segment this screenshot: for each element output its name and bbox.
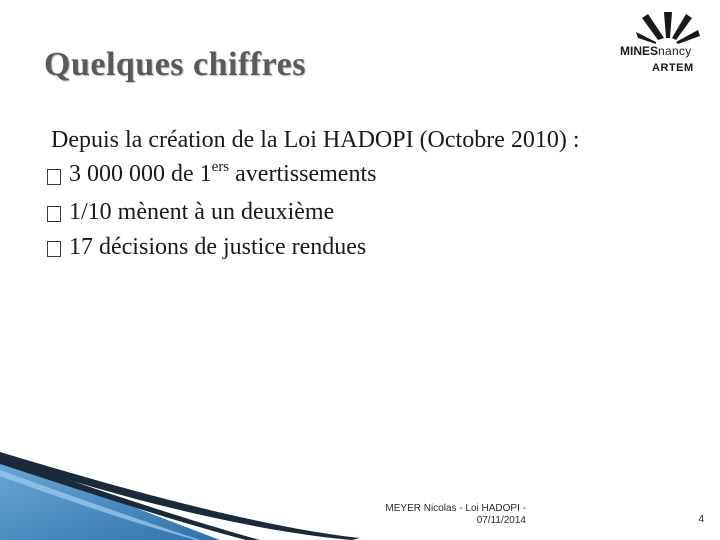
footer-text bbox=[374, 503, 526, 527]
intro-text: Depuis la création de la Loi HADOPI (Octobre 2010) : bbox=[51, 127, 580, 153]
checkbox-square-icon bbox=[47, 206, 61, 222]
bullet-list bbox=[51, 157, 691, 265]
logo-sub: ARTEM bbox=[652, 62, 694, 74]
decorative-corner-swoosh bbox=[0, 440, 400, 540]
bullet-text: 1/10 mènent à un deuxième bbox=[69, 199, 335, 225]
logo-primary: MINES bbox=[620, 44, 659, 58]
footer-line2: 07/11/2014 bbox=[476, 515, 526, 526]
ordinal-superscript: ers bbox=[211, 159, 230, 175]
bullet-text: 3 000 000 de 1ers avertissements bbox=[69, 159, 377, 187]
checkbox-square-icon bbox=[47, 169, 61, 185]
logo-wordmark bbox=[620, 44, 692, 58]
slide-content bbox=[51, 123, 691, 265]
slide-title: Quelques chiffres bbox=[44, 46, 306, 83]
bullet-text: 17 décisions de justice rendues bbox=[69, 234, 367, 260]
logo-petals-icon bbox=[614, 4, 718, 46]
page-number: 4 bbox=[698, 514, 704, 525]
checkbox-square-icon bbox=[47, 241, 61, 257]
bullet-item bbox=[47, 230, 691, 265]
bullet-item bbox=[47, 157, 691, 195]
bullet-item bbox=[47, 195, 691, 230]
mines-nancy-logo bbox=[614, 4, 718, 80]
logo-secondary: nancy bbox=[658, 44, 692, 58]
footer-line1: MEYER Nicolas - Loi HADOPI - bbox=[385, 503, 526, 514]
